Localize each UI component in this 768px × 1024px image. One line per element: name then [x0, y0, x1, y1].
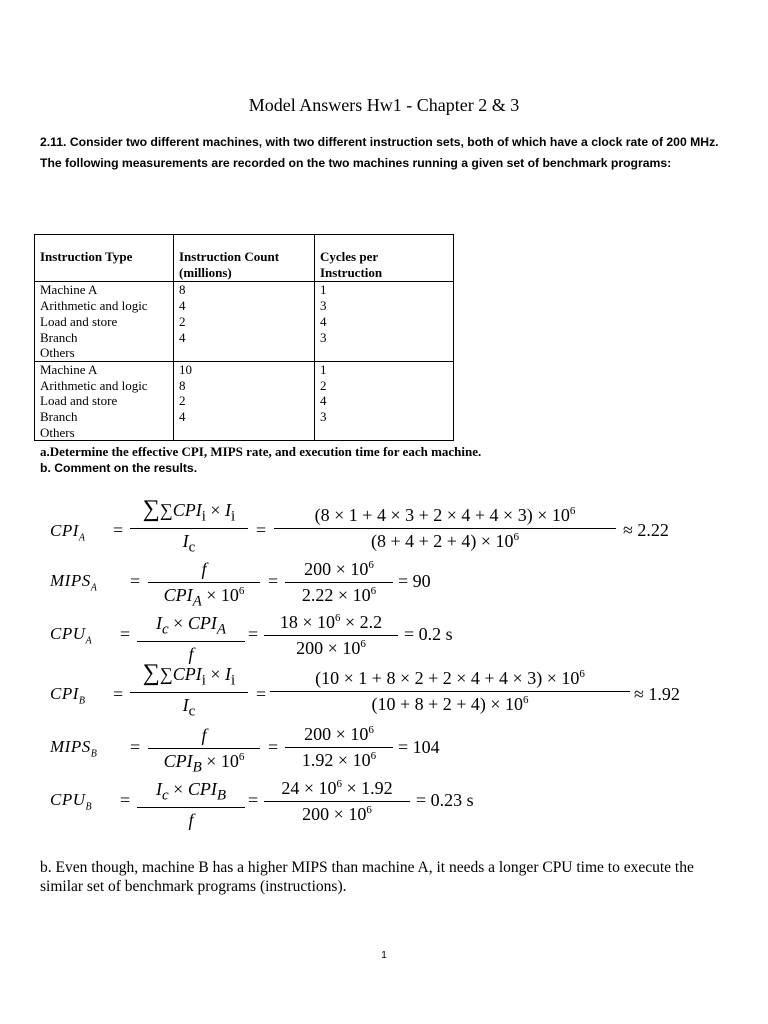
page-number: 1 — [381, 950, 387, 961]
table-row: Others — [35, 345, 454, 361]
header-instruction-type: Instruction Type — [35, 235, 174, 282]
table-header-row — [35, 235, 454, 282]
table-row: Load and store 2 4 — [35, 393, 454, 409]
table-row: Arithmetic and logic 4 3 — [35, 298, 454, 314]
table-row: Load and store 2 4 — [35, 314, 454, 330]
table-row: Others — [35, 425, 454, 441]
measurements-table — [34, 234, 454, 441]
header-cycles-per-instruction: Cycles per Instruction — [315, 235, 454, 282]
header-instruction-count: Instruction Count (millions) — [174, 235, 315, 282]
table-row: Arithmetic and logic 8 2 — [35, 378, 454, 394]
table-row: Branch 4 3 — [35, 330, 454, 346]
page-title: Model Answers Hw1 - Chapter 2 & 3 — [248, 95, 520, 115]
table-row: Branch 4 3 — [35, 409, 454, 425]
question-a: a.Determine the effective CPI, MIPS rate, and execution time for each machine. — [40, 444, 482, 459]
answer-comment: b. Even though, machine B has a higher MIPS than machine A, it needs a longer CPU time to execute the similar set of benchmark programs (instructions). — [40, 859, 694, 895]
table-row: Machine A 8 1 — [35, 282, 454, 298]
problem-statement: 2.11. Consider two different machines, with two different instruction sets, both of which have a clock rate of 200 MHz. The following measurements are recorded on the two machines running a given set of benchmark programs: — [40, 135, 719, 170]
question-b: b. Comment on the results. — [40, 461, 198, 475]
table-row: Machine A 10 1 — [35, 361, 454, 377]
